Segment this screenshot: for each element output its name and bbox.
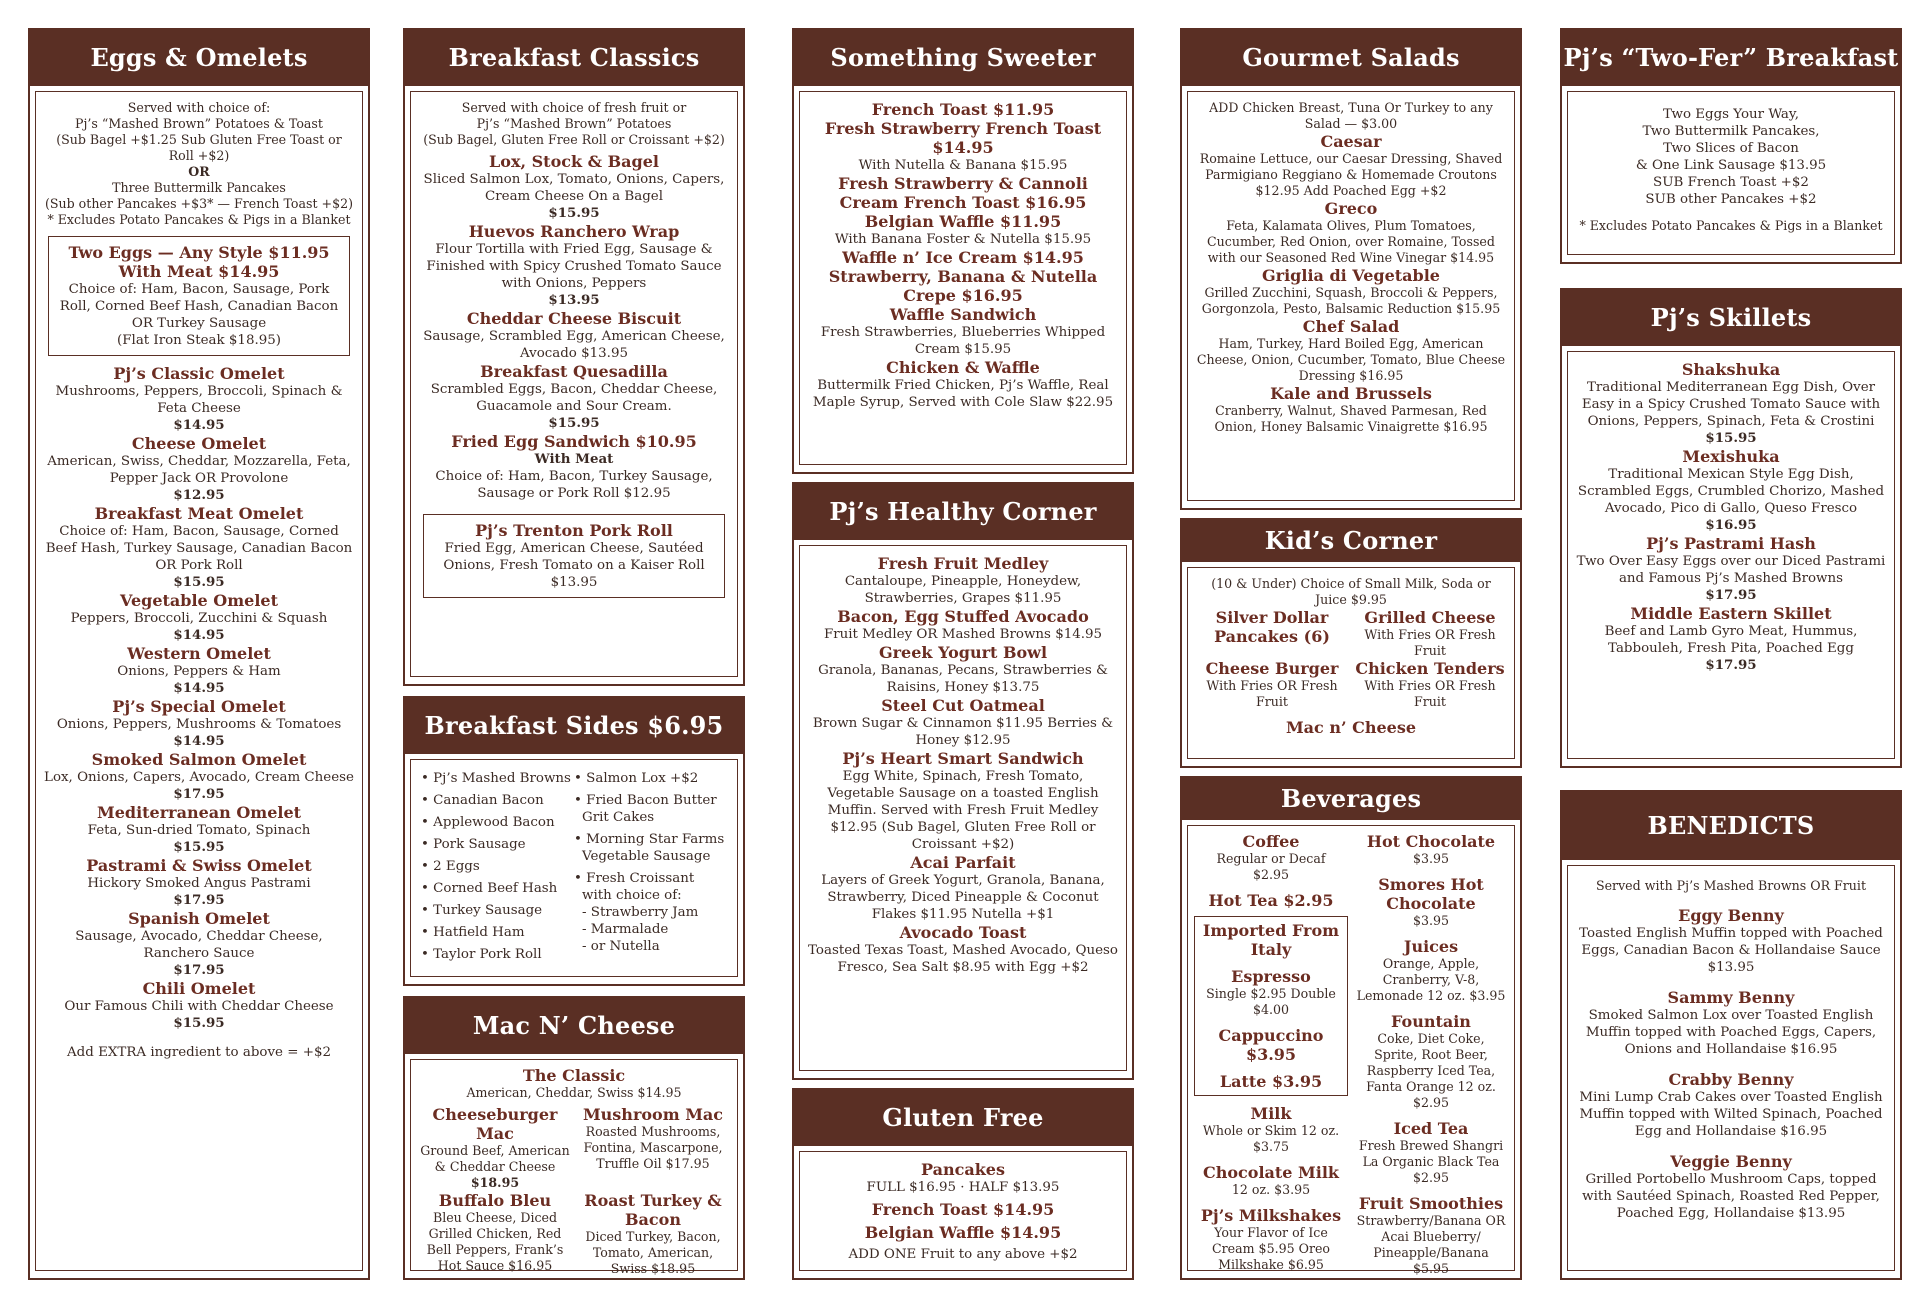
item-name: Breakfast Meat Omelet (94, 504, 304, 523)
section-two-fer (1560, 28, 1902, 264)
menu-item (808, 248, 1118, 267)
item-desc: Scrambled Eggs, Bacon, Cheddar Cheese, Guacamole and Sour Cream. (430, 382, 718, 414)
frame-title: Imported From Italy (1202, 921, 1340, 959)
item-name: Middle Eastern Skillet (1630, 604, 1832, 623)
twofer-line: & One Link Sausage $13.95 (1635, 158, 1827, 173)
item-price: $14.95 (173, 417, 225, 433)
item-desc: Mushrooms, Peppers, Broccoli, Spinach & Feta Cheese (55, 384, 343, 416)
menu-item (419, 309, 729, 362)
item-name: Veggie Benny (1670, 1152, 1792, 1171)
twofer-line: SUB other Pancakes +$2 (1645, 192, 1817, 207)
footer-note: Add EXTRA ingredient to above = +$2 (67, 1045, 331, 1060)
item-desc: Mini Lump Crab Cakes over Toasted English Muffin topped with Wilted Spinach, Poached Egg and Hollandaise $16.95 (1579, 1090, 1883, 1139)
item-name: Buffalo Bleu (438, 1191, 552, 1210)
section-kids-corner (1180, 518, 1522, 768)
beverage-right (1354, 832, 1508, 1277)
item-desc: Peppers, Broccoli, Zucchini & Squash (70, 611, 328, 626)
item-price: $12.95 (173, 487, 225, 503)
section-title: Eggs & Omelets (30, 30, 368, 86)
item-name: Mexishuka (1682, 447, 1780, 466)
section-benedicts (1560, 790, 1902, 1280)
item-desc: Your Flavor of Ice Cream $5.95 Oreo Milkshake $6.95 (1212, 1225, 1330, 1272)
section-title: Something Sweeter (794, 30, 1132, 86)
menu-item (808, 749, 1118, 853)
menu-item (1196, 266, 1506, 317)
item-price: $15.95 (173, 839, 225, 855)
menu-item (1576, 360, 1886, 447)
section-gourmet-salads (1180, 28, 1522, 510)
item-desc: Choice of: Ham, Bacon, Sausage, Corned Beef Hash, Turkey Sausage, Canadian Bacon OR Pork Roll (45, 524, 353, 573)
menu-item (808, 853, 1118, 923)
item-desc: Beef and Lamb Gyro Meat, Hummus, Tabbouleh, Fresh Pita, Poached Egg (1604, 624, 1858, 656)
side-item: • Turkey Sausage (421, 902, 574, 919)
item-desc: Feta, Kalamata Olives, Plum Tomatoes, Cucumber, Red Onion, over Romaine, Tossed with our Seasoned Red Wine Vinegar $14.95 (1207, 218, 1495, 265)
item-name: With Meat $14.95 (118, 262, 280, 281)
item-name: Juices (1403, 937, 1459, 956)
item-desc: Whole or Skim 12 oz. $3.75 (1202, 1123, 1340, 1154)
section-title: Gourmet Salads (1182, 30, 1520, 86)
item-price: $16.95 (1705, 517, 1757, 533)
menu-item (1196, 132, 1506, 199)
item-desc: Roasted Mushrooms, Fontina, Mascarpone, Truffle Oil $17.95 (583, 1124, 723, 1171)
item-name: Mediterranean Omelet (96, 803, 302, 822)
item-name: Shakshuka (1681, 360, 1781, 379)
item-desc: Sausage, Scrambled Egg, American Cheese, Avocado $13.95 (423, 329, 725, 361)
item-desc: Cantaloupe, Pineapple, Honeydew, Strawberries, Grapes $11.95 (844, 574, 1082, 606)
intro-text: Served with choice of: (127, 100, 271, 115)
menu-item (44, 434, 354, 504)
menu-item (44, 697, 354, 750)
item-name: Steel Cut Oatmeal (881, 696, 1045, 715)
menu-item (44, 364, 354, 434)
item-name: Eggy Benny (1678, 906, 1784, 925)
item-name: The Classic (522, 1066, 626, 1085)
section-something-sweeter (792, 28, 1134, 474)
sides-list (419, 768, 729, 970)
item-price: $13.95 (548, 292, 600, 308)
item-name: Two Eggs — Any Style $11.95 (68, 243, 330, 262)
item-desc: Choice of: Ham, Bacon, Turkey Sausage, Sausage or Pork Roll $12.95 (435, 469, 713, 501)
item-desc: Lox, Onions, Capers, Avocado, Cream Cheese (44, 770, 354, 785)
item-name: Vegetable Omelet (120, 591, 278, 610)
item-name: Coffee (1242, 832, 1300, 851)
item-name: Mushroom Mac (582, 1105, 724, 1124)
section-title: Pj’s Healthy Corner (794, 484, 1132, 540)
menu-item (419, 1191, 571, 1277)
item-desc: Egg White, Spinach, Fresh Tomato, Vegetable Sausage on a toasted English Muffin. Served with Fresh Fruit Medley $12.95 (Sub Bagel, Gluten Free Roll or Croissant +$2) (827, 769, 1099, 852)
side-subitem: - Marmalade (582, 922, 669, 937)
item-name: Hot Chocolate (1366, 832, 1496, 851)
item-name: Spanish Omelet (128, 909, 270, 928)
item-desc: Fruit Medley OR Mashed Browns $14.95 (823, 627, 1103, 642)
item-desc: Buttermilk Fried Chicken, Pj’s Waffle, Real Maple Syrup, Served with Cole Slaw $22.95 (812, 378, 1114, 410)
item-name: Kale and Brussels (1270, 384, 1432, 403)
intro-text: Three Buttermilk Pancakes (112, 180, 286, 195)
item-price: $14.95 (173, 733, 225, 749)
menu-item (1576, 604, 1886, 674)
menu-item (808, 696, 1118, 749)
intro-text: ADD Chicken Breast, Tuna Or Turkey to any Salad — $3.00 (1209, 100, 1493, 131)
item-price: $17.95 (1705, 587, 1757, 603)
item-name: Espresso (1231, 967, 1311, 986)
item-name: Waffle Sandwich (889, 305, 1037, 324)
menu-item (1576, 988, 1886, 1058)
item-name: Chili Omelet (142, 979, 256, 998)
item-name: Milk (1250, 1104, 1292, 1123)
item-desc: Fried Egg, American Cheese, Sautéed Onions, Fresh Tomato on a Kaiser Roll $13.95 (443, 541, 705, 590)
side-item: • Corned Beef Hash (421, 880, 574, 897)
item-desc: FULL $16.95 · HALF $13.95 (866, 1180, 1060, 1195)
section-healthy-corner (792, 482, 1134, 1080)
item-desc: Granola, Bananas, Pecans, Strawberries & Raisins, Honey $13.75 (818, 663, 1108, 695)
intro-text: Served with choice of fresh fruit or (461, 100, 687, 115)
side-subitem: - or Nutella (582, 939, 660, 954)
item-desc: Orange, Apple, Cranberry, V-8, Lemonade 12 oz. $3.95 (1356, 956, 1506, 1003)
item-name: Fruit Smoothies (1358, 1194, 1504, 1213)
beverage-left (1194, 832, 1348, 1277)
item-desc: Cranberry, Walnut, Shaved Parmesan, Red Onion, Honey Balsamic Vinaigrette $16.95 (1214, 403, 1488, 434)
item-desc: Sliced Salmon Lox, Tomato, Onions, Capers, Cream Cheese On a Bagel (423, 172, 725, 204)
item-price: $3.95 (1412, 851, 1450, 866)
item-price: $14.95 (173, 627, 225, 643)
item-name: Cheese Omelet (131, 434, 267, 453)
item-name: Avocado Toast (899, 923, 1027, 942)
item-desc: Coke, Diet Coke, Sprite, Root Beer, Raspberry Iced Tea, Fanta Orange 12 oz. $2.95 (1366, 1031, 1496, 1110)
item-name: Chocolate Milk (1203, 1163, 1339, 1182)
item-name: Grilled Cheese (1364, 608, 1496, 627)
item-desc: Toasted Texas Toast, Mashed Avocado, Queso Fresco, Sea Salt $8.95 with Egg +$2 (808, 943, 1118, 975)
item-price: $17.95 (1705, 657, 1757, 673)
intro-text: (Sub Bagel, Gluten Free Roll or Croissant +$2) (423, 132, 725, 147)
section-title: Pj’s Skillets (1562, 290, 1900, 346)
item-desc: With Nutella & Banana $15.95 (858, 158, 1068, 173)
item-desc: Flour Tortilla with Fried Egg, Sausage & Finished with Spicy Crushed Tomato Sauce with Onions, Peppers (426, 242, 722, 291)
item-desc: Bleu Cheese, Diced Grilled Chicken, Red Bell Peppers, Frank’s Hot Sauce $16.95 (426, 1210, 564, 1273)
sides-right (574, 770, 727, 968)
item-name: Smoked Salmon Omelet (91, 750, 307, 769)
intro-text: (Sub Bagel +$1.25 Sub Gluten Free Toast or Roll +$2) (56, 132, 342, 163)
item-name: Pastrami & Swiss Omelet (86, 856, 312, 875)
item-price: $17.95 (173, 892, 225, 908)
sides-left (421, 770, 574, 968)
menu-item (44, 909, 354, 979)
item-price: (Flat Iron Steak $18.95) (117, 333, 281, 348)
item-name: Chef Salad (1302, 317, 1400, 336)
item-desc: Sausage, Avocado, Cheddar Cheese, Ranchero Sauce (75, 929, 323, 961)
section-title: BENEDICTS (1562, 792, 1900, 860)
item-price: $15.95 (173, 1015, 225, 1031)
section-eggs-omelets (28, 28, 370, 1280)
item-desc: Onions, Peppers, Mushrooms & Tomatoes (56, 717, 342, 732)
menu-item (808, 212, 1118, 248)
side-item: • Canadian Bacon (421, 792, 574, 809)
item-name: Fountain (1391, 1012, 1471, 1031)
two-eggs-frame (48, 236, 350, 356)
item-name: Latte $3.95 (1219, 1072, 1323, 1091)
item-price: $15.95 (548, 415, 600, 431)
kids-grid (1196, 608, 1506, 659)
beverage-grid (1194, 832, 1508, 1277)
item-desc: Single $2.95 Double $4.00 (1206, 986, 1336, 1017)
twofer-line: Two Slices of Bacon (1663, 141, 1799, 156)
item-desc: Layers of Greek Yogurt, Granola, Banana, Strawberry, Diced Pineapple & Coconut Flakes $11.95 Nutella +$1 (821, 873, 1105, 922)
item-price: $15.95 (1705, 430, 1757, 446)
section-mac-n-cheese (403, 996, 745, 1280)
side-item: • Applewood Bacon (421, 814, 574, 831)
side-subitem: - Strawberry Jam (582, 905, 699, 920)
item-desc: Toasted English Muffin topped with Poached Eggs, Canadian Bacon & Hollandaise Sauce $13.95 (1579, 926, 1883, 975)
item-name: Roast Turkey & Bacon (584, 1191, 722, 1229)
item-desc: Fresh Brewed Shangri La Organic Black Tea $2.95 (1358, 1138, 1504, 1185)
item-desc: American, Swiss, Cheddar, Mozzarella, Feta, Pepper Jack OR Provolone (47, 454, 351, 486)
item-price: $14.95 (173, 680, 225, 696)
item-name: Acai Parfait (910, 853, 1016, 872)
item-desc: Traditional Mexican Style Egg Dish, Scrambled Eggs, Crumbled Chorizo, Mashed Avocado, Pico di Gallo, Queso Fresco (1577, 467, 1885, 516)
menu-item (419, 1105, 571, 1191)
item-name: Fried Egg Sandwich $10.95 (451, 432, 697, 451)
item-desc: With Banana Foster & Nutella $15.95 (834, 232, 1092, 247)
item-name: Chicken Tenders (1355, 659, 1505, 678)
menu-item (1196, 659, 1348, 710)
menu-item (808, 554, 1118, 607)
item-desc: Diced Turkey, Bacon, Tomato, American, Swiss $18.95 (585, 1229, 721, 1276)
item-name: Iced Tea (1393, 1119, 1469, 1138)
item-name: Greek Yogurt Bowl (878, 643, 1048, 662)
item-desc: With Fries OR Fresh Fruit (1206, 678, 1338, 709)
item-price: $17.95 (173, 962, 225, 978)
item-desc: Strawberry/Banana OR Acai Blueberry/ Pineapple/Banana $5.95 (1356, 1213, 1506, 1276)
item-name: Greco (1324, 199, 1378, 218)
item-name: Fresh Fruit Medley (877, 554, 1049, 573)
section-title: Breakfast Sides $6.95 (405, 698, 743, 754)
menu-item (1576, 906, 1886, 976)
section-title: Kid’s Corner (1182, 520, 1520, 562)
menu-item (808, 100, 1118, 119)
intro-text: Served with Pj’s Mashed Browns OR Fruit (1595, 878, 1867, 893)
section-breakfast-classics (403, 28, 745, 686)
item-name: Silver Dollar Pancakes (6) (1214, 608, 1330, 646)
menu-item (808, 174, 1118, 212)
side-item: • Fried Bacon Butter Grit Cakes (574, 792, 727, 826)
side-item: • Pork Sausage (421, 836, 574, 853)
menu-item (1576, 1070, 1886, 1140)
item-desc: Ground Beef, American & Cheddar Cheese (420, 1143, 570, 1174)
menu-item (419, 362, 729, 432)
item-desc: Two Over Easy Eggs over our Diced Pastrami and Famous Pj’s Mashed Browns (1576, 554, 1886, 586)
trenton-frame (423, 514, 725, 598)
section-gluten-free (792, 1088, 1134, 1280)
item-desc: Grilled Zucchini, Squash, Broccoli & Peppers, Gorgonzola, Pesto, Balsamic Reduction $15.95 (1201, 285, 1501, 316)
item-name: Pj’s Special Omelet (112, 697, 286, 716)
item-name: Strawberry, Banana & Nutella Crepe $16.95 (828, 267, 1098, 305)
item-desc: Regular or Decaf (1216, 851, 1326, 866)
menu-item (808, 119, 1118, 174)
menu-item (808, 607, 1118, 643)
item-desc: Fresh Strawberries, Blueberries Whipped Cream $15.95 (820, 325, 1106, 357)
intro-text: Pj’s “Mashed Brown” Potatoes (476, 116, 672, 131)
item-desc: Our Famous Chili with Cheddar Cheese (64, 999, 334, 1014)
menu-item (44, 856, 354, 909)
menu-item (1196, 384, 1506, 435)
side-item: • 2 Eggs (421, 858, 574, 875)
item-name: Pancakes (921, 1160, 1005, 1179)
item-desc: With Fries OR Fresh Fruit (1364, 678, 1496, 709)
side-item: • Salmon Lox +$2 (574, 770, 727, 787)
menu-item (1576, 534, 1886, 604)
menu-item (44, 644, 354, 697)
item-name: Chicken & Waffle (886, 358, 1040, 377)
section-title: Breakfast Classics (405, 30, 743, 86)
italy-frame (1194, 916, 1348, 1096)
item-name: Hot Tea $2.95 (1208, 891, 1334, 910)
side-item: • Pj’s Mashed Browns (421, 770, 574, 787)
item-name: Huevos Ranchero Wrap (468, 222, 680, 241)
item-name: Waffle n’ Ice Cream $14.95 (842, 248, 1084, 267)
menu-item (44, 504, 354, 591)
section-title: Mac N’ Cheese (405, 998, 743, 1054)
section-breakfast-sides (403, 696, 745, 986)
menu-item (1354, 608, 1506, 659)
menu-item (808, 358, 1118, 411)
item-price: $18.95 (470, 1175, 520, 1190)
intro-text: (10 & Under) Choice of Small Milk, Soda or Juice $9.95 (1211, 576, 1491, 607)
intro-text: Pj’s “Mashed Brown” Potatoes & Toast (75, 116, 323, 131)
section-title: Pj’s “Two-Fer” Breakfast (1562, 30, 1900, 86)
side-item: • Fresh Croissant with choice of: (574, 870, 727, 904)
item-name: Belgian Waffle $14.95 (864, 1223, 1062, 1242)
or-separator: OR (188, 164, 210, 179)
item-name: Breakfast Quesadilla (480, 362, 668, 381)
item-desc: American, Cheddar, Swiss $14.95 (466, 1085, 682, 1100)
footer-note: ADD ONE Fruit to any above +$2 (848, 1247, 1078, 1262)
item-name: Lox, Stock & Bagel (489, 152, 659, 171)
twofer-line: Two Eggs Your Way, (1663, 107, 1799, 122)
item-desc: Onions, Peppers & Ham (117, 664, 281, 679)
item-desc: Hickory Smoked Angus Pastrami (87, 876, 311, 891)
item-name: Pj’s Heart Smart Sandwich (842, 749, 1084, 768)
menu-item (44, 750, 354, 803)
item-name: Pj’s Pastrami Hash (1646, 534, 1816, 553)
item-name: Pj’s Classic Omelet (113, 364, 285, 383)
item-desc: 12 oz. $3.95 (1231, 1182, 1311, 1197)
menu-item (808, 923, 1118, 976)
menu-item (577, 1191, 729, 1277)
menu-item (419, 432, 729, 502)
item-name: Fresh Strawberry French Toast $14.95 (824, 119, 1102, 157)
item-price: $15.95 (173, 574, 225, 590)
menu-item (808, 267, 1118, 305)
item-name: Pj’s Trenton Pork Roll (475, 521, 673, 540)
twofer-line: Two Buttermilk Pancakes, (1642, 124, 1820, 139)
footer-note: * Excludes Potato Pancakes & Pigs in a Blanket (1579, 218, 1883, 233)
item-desc: With Fries OR Fresh Fruit (1364, 627, 1496, 658)
section-skillets (1560, 288, 1902, 768)
item-name: Cheeseburger Mac (432, 1105, 558, 1143)
item-name: Belgian Waffle $11.95 (864, 212, 1062, 231)
intro-text: * Excludes Potato Pancakes & Pigs in a Blanket (47, 212, 351, 227)
item-name: Griglia di Vegetable (1262, 266, 1440, 285)
menu-item (1576, 1152, 1886, 1222)
section-beverages (1180, 776, 1522, 1280)
side-item: • Morning Star Farms Vegetable Sausage (574, 831, 727, 865)
menu-item (1196, 317, 1506, 384)
menu-item (1576, 447, 1886, 534)
item-name: Fresh Strawberry & Cannoli Cream French Toast $16.95 (838, 174, 1088, 212)
item-name: Sammy Benny (1667, 988, 1795, 1007)
item-subtitle: With Meat (534, 451, 614, 467)
item-name: Western Omelet (127, 644, 271, 663)
menu-item (44, 979, 354, 1032)
menu-item (44, 803, 354, 856)
item-price: $17.95 (173, 786, 225, 802)
twofer-line: SUB French Toast +$2 (1653, 175, 1809, 190)
intro-text: (Sub other Pancakes +$3* — French Toast +$2) (44, 196, 354, 211)
item-desc: Ham, Turkey, Hard Boiled Egg, American Cheese, Onion, Cucumber, Tomato, Blue Cheese Dressing $16.95 (1196, 336, 1506, 383)
item-name: Cheese Burger (1205, 659, 1339, 678)
item-name: Mac n’ Cheese (1285, 718, 1417, 737)
menu-item (1196, 199, 1506, 266)
item-price: $3.95 (1412, 913, 1450, 928)
item-name: Cappuccino $3.95 (1218, 1026, 1324, 1064)
item-desc: Feta, Sun-dried Tomato, Spinach (87, 823, 311, 838)
section-title: Beverages (1182, 778, 1520, 820)
menu-item (1354, 659, 1506, 710)
item-desc: Smoked Salmon Lox over Toasted English Muffin topped with Poached Eggs, Capers, Onions and Hollandaise $16.95 (1585, 1008, 1877, 1057)
menu-item (577, 1105, 729, 1191)
item-desc: Romaine Lettuce, our Caesar Dressing, Shaved Parmigiano Reggiano & Homemade Croutons $12.95 Add Poached Egg +$2 (1199, 151, 1503, 198)
menu-item (1196, 608, 1348, 659)
menu-item (808, 643, 1118, 696)
item-name: French Toast $14.95 (871, 1200, 1055, 1219)
menu-item (419, 152, 729, 222)
item-desc: Choice of: Ham, Bacon, Sausage, Pork Roll, Corned Beef Hash, Canadian Bacon OR Turkey Sausage (59, 282, 339, 331)
item-name: Pj’s Milkshakes (1200, 1206, 1342, 1225)
mac-grid (419, 1191, 729, 1277)
item-name: Crabby Benny (1668, 1070, 1794, 1089)
item-name: Caesar (1320, 132, 1382, 151)
item-name: Cheddar Cheese Biscuit (466, 309, 682, 328)
item-price: $2.95 (1252, 867, 1290, 882)
item-name: Smores Hot Chocolate (1378, 875, 1484, 913)
menu-item (419, 222, 729, 309)
item-name: Bacon, Egg Stuffed Avocado (837, 607, 1089, 626)
item-desc: Brown Sugar & Cinnamon $11.95 Berries & Honey $12.95 (812, 716, 1114, 748)
kids-grid (1196, 659, 1506, 710)
menu-item (44, 591, 354, 644)
mac-grid (419, 1105, 729, 1191)
side-item: • Hatfield Ham (421, 924, 574, 941)
item-name: French Toast $11.95 (871, 100, 1055, 119)
section-title: Gluten Free (794, 1090, 1132, 1146)
item-desc: Traditional Mediterranean Egg Dish, Over Easy in a Spicy Crushed Tomato Sauce with Onions, Peppers, Spinach, Feta & Crostini (1581, 380, 1881, 429)
item-desc: Grilled Portobello Mushroom Caps, topped with Sautéed Spinach, Roasted Red Pepper, Poached Egg, Hollandaise $13.95 (1582, 1172, 1880, 1221)
side-item: • Taylor Pork Roll (421, 946, 574, 963)
menu-item (808, 305, 1118, 358)
item-price: $15.95 (548, 205, 600, 221)
